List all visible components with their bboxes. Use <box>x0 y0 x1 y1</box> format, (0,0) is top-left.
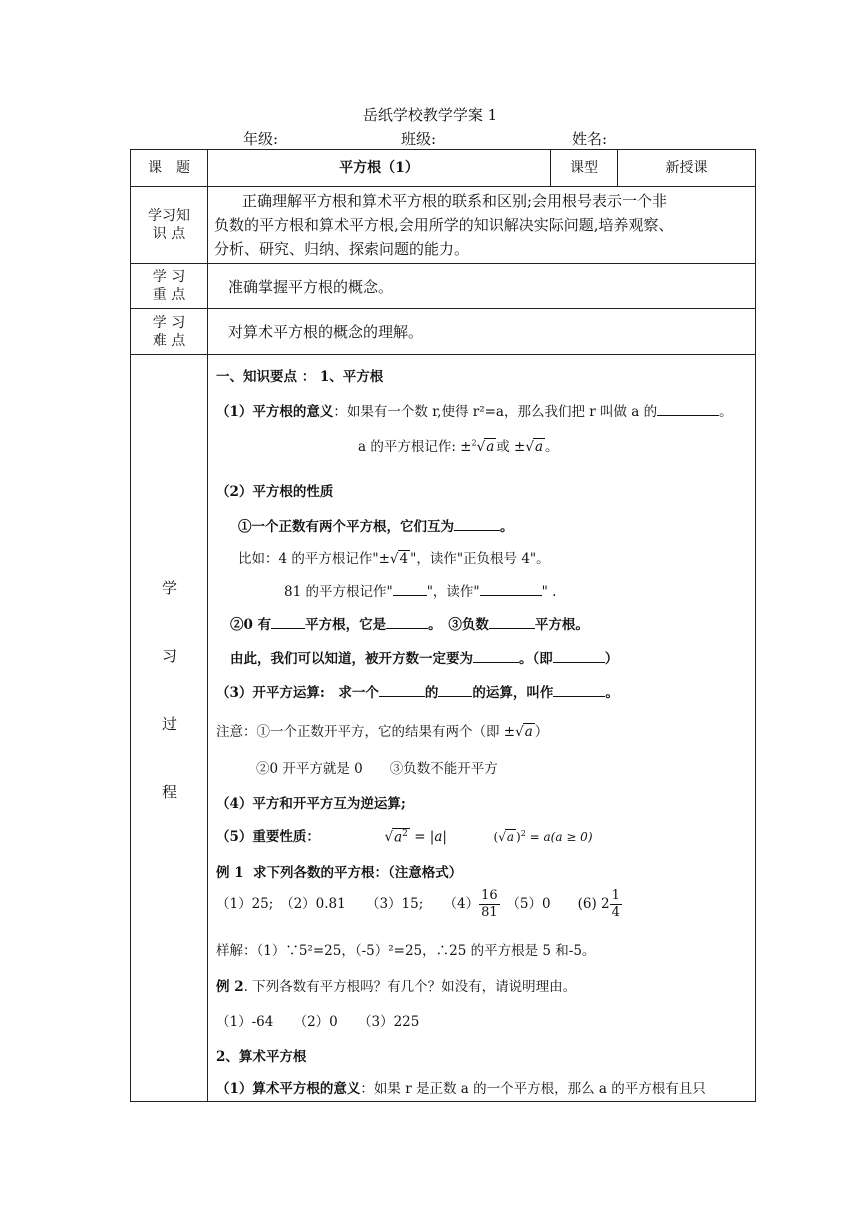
operation-line <box>216 681 619 701</box>
topic-row <box>131 150 756 187</box>
note-line: ②0 开平方就是 0 ③负数不能开平方 <box>256 761 498 777</box>
definition-text: ：如果有一个数 r,使得 r²=a，那么我们把 r 叫做 a 的 <box>333 404 658 420</box>
note-text: 注意：①一个正数开平方，它的结果有两个（即 ± <box>216 724 516 740</box>
exponent: 2 <box>402 828 408 839</box>
notation-end: 。 <box>545 439 559 455</box>
topic-label: 课 题 <box>131 150 208 187</box>
notation-text: 或 ± <box>496 439 526 455</box>
difficulty-row <box>131 309 756 355</box>
note-line <box>216 720 548 740</box>
radical-sign: √ <box>384 829 394 845</box>
fraction <box>479 888 500 921</box>
exercise-text: （5）0 (6) 2 <box>499 896 610 912</box>
property-end: 。 <box>500 519 514 535</box>
objectives-row <box>131 187 756 264</box>
process-char: 习 <box>161 647 177 665</box>
objectives-line: 分析、研究、归纳、探索问题的能力。 <box>214 240 470 258</box>
definition-end: 。 <box>719 404 733 420</box>
objectives-text <box>208 187 756 264</box>
denominator: 81 <box>481 905 498 920</box>
example-text: 比如：4 的平方根记作"± <box>238 551 390 567</box>
formula-text: = |a| <box>409 829 447 845</box>
definition-line <box>216 1077 706 1097</box>
radicand: a <box>486 439 495 455</box>
operation-text: （3）开平方运算: 求一个 <box>216 685 379 701</box>
operation-text: 的 <box>424 685 439 701</box>
section-heading: 一、知识要点 ： 1、平方根 <box>216 369 384 385</box>
root-index: 2 <box>471 438 477 448</box>
formula-text: = a(a ≥ 0) <box>525 830 593 844</box>
key-points-row <box>131 264 756 309</box>
exercise-line: （1）-64 （2）0 （3）225 <box>216 1014 420 1030</box>
answer-blank[interactable] <box>379 682 425 697</box>
notation-line <box>358 435 559 455</box>
definition-heading: （1）算术平方根的意义 <box>216 1081 361 1097</box>
answer-blank[interactable] <box>553 648 605 663</box>
example-text: " . <box>541 584 557 600</box>
objectives-label-line: 学习知 <box>148 208 190 224</box>
property-line <box>230 613 589 633</box>
key-points-label-line: 学 习 <box>152 269 186 285</box>
radical-sign: √ <box>498 830 506 844</box>
operation-text: 的运算，叫作 <box>472 685 554 701</box>
numerator: 1 <box>611 888 620 903</box>
property-line <box>238 515 514 535</box>
answer-blank[interactable] <box>553 682 605 697</box>
objectives-line: 正确理解平方根和算术平方根的联系和区别;会用根号表示一个非 <box>242 192 668 210</box>
subsection-heading: （2）平方根的性质 <box>216 484 334 500</box>
answer-blank[interactable] <box>489 614 535 629</box>
conclusion-text: ） <box>604 651 619 667</box>
radicand: a <box>506 830 515 844</box>
note-text: ） <box>534 724 549 740</box>
radical-sign: √ <box>389 551 399 567</box>
section-heading: 2、算术平方根 <box>216 1049 307 1065</box>
key-points-label <box>131 264 208 309</box>
radical-sign: √ <box>525 439 534 455</box>
subsection-heading: （4）平方和开平方互为逆运算; <box>216 796 406 812</box>
answer-blank[interactable] <box>657 401 719 416</box>
process-char: 过 <box>161 715 177 733</box>
property-text: ②0 有 <box>230 617 272 633</box>
sample-solution: 样解：（1）∵5²=25，（-5）²=25，∴25 的平方根是 5 和-5。 <box>216 943 596 959</box>
key-points-text: 准确掌握平方根的概念。 <box>208 264 756 309</box>
grade-label: 年级: <box>243 130 279 148</box>
exercise-text: （1）25; （2）0.81 （3）15; （4） <box>216 896 480 912</box>
process-char: 学 <box>161 579 177 597</box>
property-text: ①一个正数有两个平方根，它们互为 <box>238 519 454 535</box>
answer-blank[interactable] <box>393 581 427 596</box>
answer-blank[interactable] <box>438 682 472 697</box>
conclusion-line <box>230 647 618 667</box>
key-points-label-line: 重 点 <box>152 287 186 303</box>
fraction <box>610 888 622 921</box>
topic-value: 平方根（1） <box>208 150 551 187</box>
example-line <box>284 580 556 600</box>
process-row <box>131 355 756 1102</box>
process-char: 程 <box>161 783 177 801</box>
class-label: 班级: <box>401 130 437 148</box>
exponent: 2 <box>520 829 526 838</box>
answer-blank[interactable] <box>386 614 428 629</box>
example-two-line <box>216 975 576 995</box>
process-content <box>208 355 756 1102</box>
definition-line <box>216 400 733 420</box>
difficulty-label <box>131 309 208 355</box>
objectives-label <box>131 187 208 264</box>
answer-blank[interactable] <box>480 581 542 596</box>
radicand <box>392 828 410 846</box>
example-heading <box>216 861 462 881</box>
conclusion-text: 。（即 <box>519 651 553 667</box>
example-line <box>238 547 550 567</box>
answer-blank[interactable] <box>454 516 500 531</box>
radicand-var: a <box>394 829 403 845</box>
exercise-line <box>216 888 622 921</box>
denominator: 4 <box>611 905 620 920</box>
radicand: 4 <box>399 551 409 567</box>
example-number: 例 1 <box>216 865 244 881</box>
lesson-table <box>130 149 756 1102</box>
notation-text: a 的平方根记作: ± <box>358 439 472 455</box>
operation-text: 。 <box>605 685 619 701</box>
example-text: 81 的平方根记作" <box>284 584 393 600</box>
property-text: 。 ③负数 <box>428 617 489 633</box>
type-value: 新授课 <box>618 150 756 187</box>
answer-blank[interactable] <box>271 614 305 629</box>
property-formula-line <box>216 825 593 845</box>
objectives-line: 负数的平方根和算术平方根,会用所学的知识解决实际问题,培养观察、 <box>214 216 674 234</box>
difficulty-label-line: 难 点 <box>152 332 186 349</box>
numerator: 16 <box>481 888 498 903</box>
example-text: "，读作" <box>426 584 480 600</box>
property-text: 平方根。 <box>534 617 589 633</box>
page-title: 岳纸学校教学学案 1 <box>362 106 498 124</box>
difficulty-label-line: 学 习 <box>152 314 186 331</box>
example-number: 例 2 <box>216 979 244 995</box>
property-text: 平方根，它是 <box>305 617 387 633</box>
answer-blank[interactable] <box>473 648 519 663</box>
name-label: 姓名: <box>572 130 608 148</box>
radicand: a <box>524 724 533 740</box>
difficulty-text: 对算术平方根的概念的理解。 <box>208 309 756 355</box>
type-label: 课型 <box>551 150 618 187</box>
example-title: 求下列各数的平方根：（注意格式） <box>253 865 463 881</box>
radical-sign: √ <box>476 439 486 455</box>
example-text: "，读作"正负根号 4"。 <box>410 551 550 567</box>
definition-heading: （1）平方根的意义 <box>216 404 334 420</box>
formula-two: (√a )$^2$ = a(a ≥ 0) <box>493 829 593 844</box>
formula-heading: （5）重要性质： <box>216 829 320 845</box>
process-label <box>131 355 208 1102</box>
objectives-label-line: 识 点 <box>152 226 186 242</box>
radicand: a <box>534 439 544 455</box>
radical-sign: √ <box>515 724 524 740</box>
example-title: . 下列各数有平方根吗？有几个？如没有，请说明理由。 <box>243 979 577 995</box>
conclusion-text: 由此，我们可以知道，被开方数一定要为 <box>230 651 473 667</box>
definition-text: ：如果 r 是正数 a 的一个平方根，那么 a 的平方根有且只 <box>360 1081 706 1097</box>
